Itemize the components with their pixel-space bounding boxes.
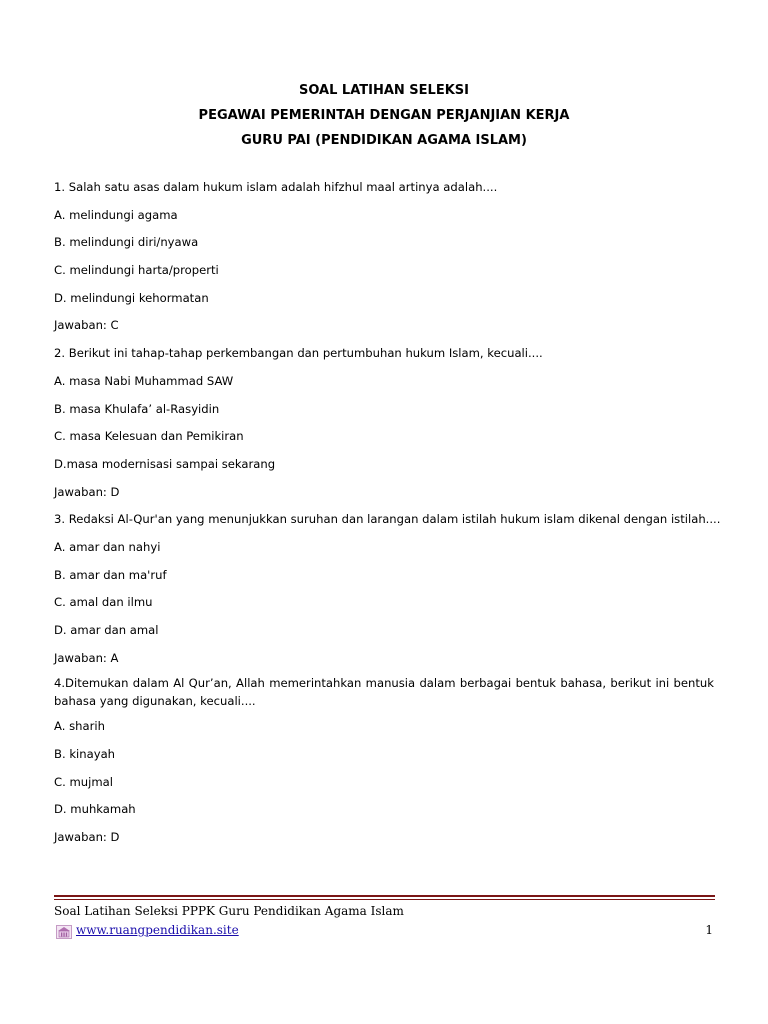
answer-option: D.masa modernisasi sampai sekarang	[54, 456, 276, 471]
question-text: 4.Ditemukan dalam Al Qur’an, Allah memerintahkan manusia dalam berbagai bentuk bahasa, berikut ini bentuk bahasa yang digunakan, kecuali....	[54, 676, 714, 709]
answer-option: B. kinayah	[54, 747, 116, 762]
answer-option: B. masa Khulafa’ al-Rasyidin	[54, 401, 220, 416]
answer-option: B. melindungi diri/nyawa	[54, 235, 199, 250]
answer-key: Jawaban: A	[54, 650, 119, 665]
answer-key: Jawaban: C	[54, 318, 119, 333]
answer-option: D. amar dan amal	[54, 623, 159, 637]
answer-option: C. mujmal	[54, 774, 113, 789]
title-line: SOAL LATIHAN SELEKSI	[298, 83, 469, 98]
answer-option: D. melindungi kehormatan	[54, 290, 209, 305]
footer-divider	[54, 895, 715, 897]
answer-option: A. melindungi agama	[54, 207, 178, 222]
answer-option: C. masa Kelesuan dan Pemikiran	[54, 429, 244, 444]
title-line: GURU PAI (PENDIDIKAN AGAMA ISLAM)	[241, 133, 527, 148]
answer-option: C. amal dan ilmu	[54, 595, 153, 610]
page-number: 1	[705, 923, 713, 937]
website-link[interactable]: www.ruangpendidikan.site	[76, 923, 239, 937]
question-list	[54, 176, 721, 854]
question-text: 1. Salah satu asas dalam hukum islam adalah hifzhul maal artinya adalah....	[54, 180, 498, 194]
footer-title: Soal Latihan Seleksi PPPK Guru Pendidikan Agama Islam	[54, 904, 404, 918]
footer-link-row	[54, 923, 715, 941]
school-building-icon	[56, 924, 72, 938]
document-title	[54, 78, 714, 153]
title-line: PEGAWAI PEMERINTAH DENGAN PERJANJIAN KERJA	[198, 108, 570, 123]
answer-option: A. sharih	[54, 719, 105, 734]
question-text: 2. Berikut ini tahap-tahap perkembangan dan pertumbuhan hukum Islam, kecuali....	[54, 346, 543, 361]
answer-option: B. amar dan ma'ruf	[54, 567, 167, 582]
answer-key: Jawaban: D	[54, 484, 120, 499]
answer-option: A. amar dan nahyi	[54, 539, 161, 554]
answer-option: C. melindungi harta/properti	[54, 263, 219, 278]
answer-option: A. masa Nabi Muhammad SAW	[54, 373, 234, 388]
answer-option: D. muhkamah	[54, 802, 136, 817]
answer-key: Jawaban: D	[54, 830, 120, 845]
question-text: 3. Redaksi Al-Qur'an yang menunjukkan suruhan dan larangan dalam istilah hukum islam dikenal dengan istilah....	[54, 512, 721, 527]
footer-divider-thin	[54, 899, 715, 900]
